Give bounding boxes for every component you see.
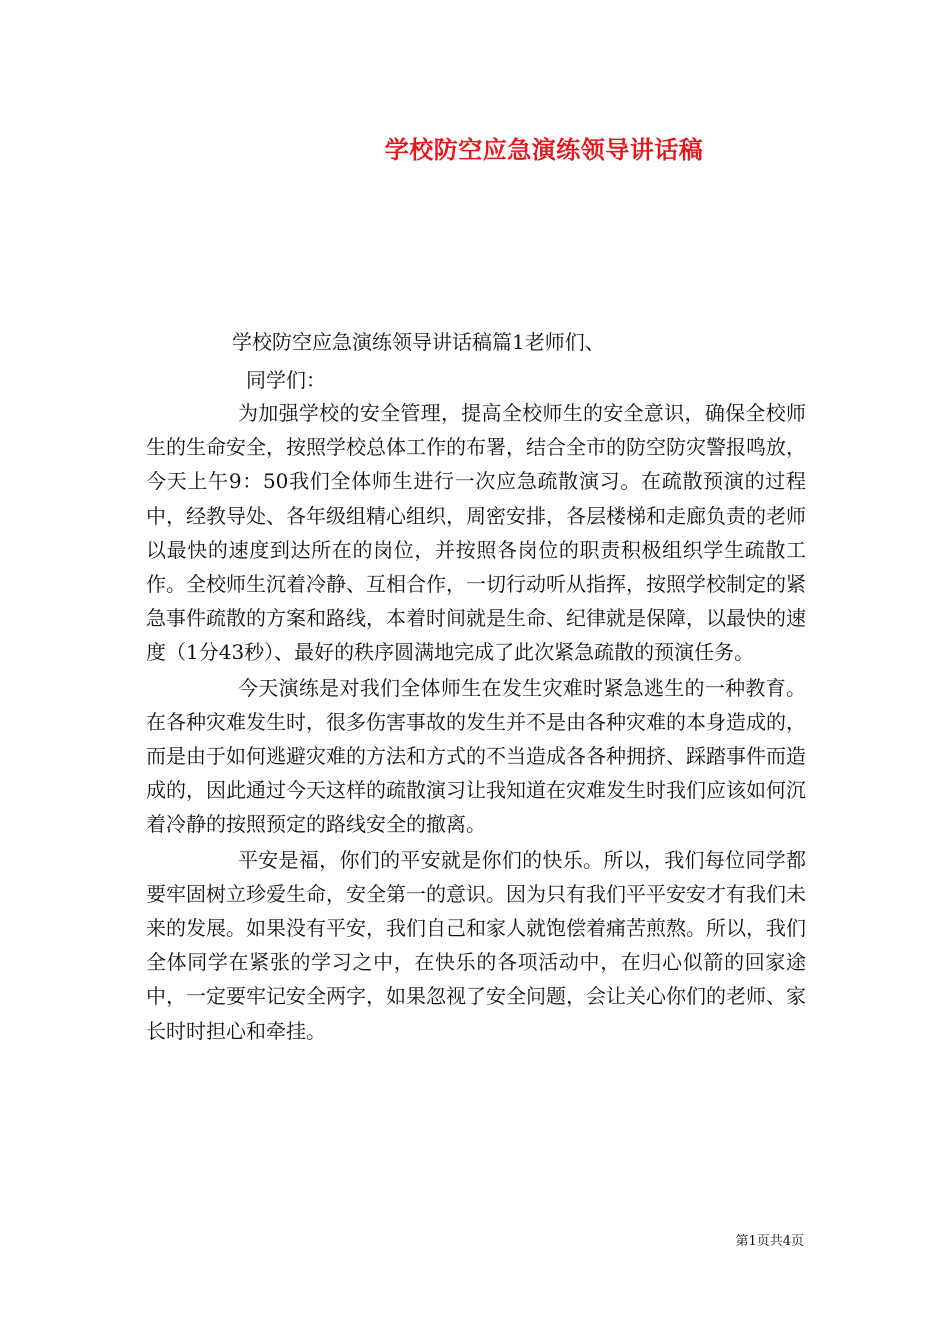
paragraph: 平安是福，你们的平安就是你们的快乐。所以，我们每位同学都要牢固树立珍爱生命，安全第一的意识。因为只有我们平平安安才有我们未来的发展。如果没有平安，我们自己和家人就饱偿着痛苦煎熬。所以，我们全体同学在紧张的学习之中，在快乐的各项活动中，在归心似箭的回家途中，一定要牢记安全两字，如果忽视了安全问题，会让关心你们的老师、家长时时担心和牵挂。 bbox=[146, 847, 806, 1043]
section-heading-line: 学校防空应急演练领导讲话稿篇1老师们、 bbox=[232, 330, 605, 354]
page-number-footer: 第1页共4页 bbox=[735, 1234, 804, 1249]
page-title bbox=[0, 132, 950, 168]
page-title-text: 学校防空应急演练领导讲话稿 bbox=[384, 135, 704, 164]
body-text bbox=[146, 396, 806, 1049]
salutation: 同学们： bbox=[246, 368, 326, 392]
paragraph: 为加强学校的安全管理，提高全校师生的安全意识，确保全校师生的生命安全，按照学校总体工作的布署，结合全市的防空防灾警报鸣放，今天上午9：50我们全体师生进行一次应急疏散演习。在疏散预演的过程中，经教导处、各年级组精心组织，周密安排，各层楼梯和走廊负责的老师以最快的速度到达所在的岗位，并按照各岗位的职责积极组织学生疏散工作。全校师生沉着冷静、互相合作，一切行动听从指挥，按照学校制定的紧急事件疏散的方案和路线，本着时间就是生命、纪律就是保障，以最快的速度（1分43秒）、最好的秩序圆满地完成了此次紧急疏散的预演任务。 bbox=[146, 401, 806, 665]
paragraph: 今天演练是对我们全体师生在发生灾难时紧急逃生的一种教育。在各种灾难发生时，很多伤害事故的发生并不是由各种灾难的本身造成的，而是由于如何逃避灾难的方法和方式的不当造成各各种拥挤、踩踏事件而造成的，因此通过今天这样的疏散演习让我知道在灾难发生时我们应该如何沉着冷静的按照预定的路线安全的撤离。 bbox=[146, 675, 806, 837]
